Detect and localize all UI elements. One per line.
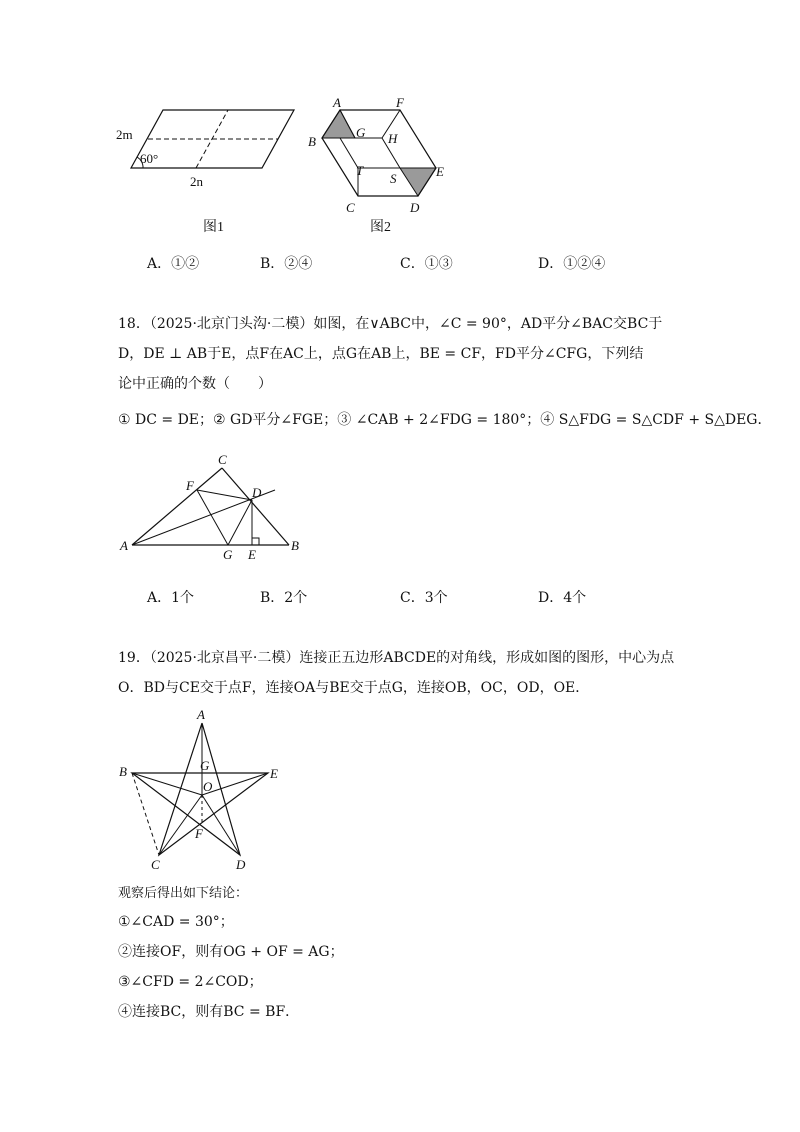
q18-option-a[interactable]: A．1个 bbox=[147, 590, 195, 606]
caption-fig1: 图1 bbox=[203, 220, 224, 235]
point-C: C bbox=[218, 452, 227, 467]
point-F: F bbox=[396, 95, 404, 110]
point-E: E bbox=[248, 547, 256, 562]
point-B: B bbox=[119, 764, 127, 779]
point-A: A bbox=[197, 707, 205, 722]
point-F: F bbox=[186, 478, 194, 493]
point-T: T bbox=[356, 163, 364, 178]
point-O: O bbox=[203, 779, 213, 794]
q17-option-b[interactable]: B．②④ bbox=[260, 256, 313, 272]
q19-conclusion-3: ③∠CFD = 2∠COD； bbox=[118, 974, 263, 990]
q18-line-2: D，DE ⊥ AB于E，点F在AC上，点G在AB上，BE = CF，FD平分∠CFG，下列结 bbox=[118, 346, 644, 362]
q18-line-1: 18．（2025·北京门头沟·二模）如图，在∨ABC中，∠C = 90°，AD平分∠BAC交BC于 bbox=[118, 316, 663, 332]
point-G: G bbox=[200, 758, 210, 773]
line-OC bbox=[159, 795, 202, 855]
label-60: 60° bbox=[140, 151, 159, 166]
point-C: C bbox=[151, 857, 160, 872]
dashed-BC bbox=[132, 773, 159, 855]
q18-option-c[interactable]: C．3个 bbox=[400, 590, 448, 606]
point-G: G bbox=[223, 547, 233, 562]
point-C: C bbox=[346, 200, 355, 215]
label-2m: 2m bbox=[116, 127, 133, 142]
point-F: F bbox=[195, 826, 203, 841]
point-A: A bbox=[120, 538, 128, 553]
q19-intro: 观察后得出如下结论： bbox=[118, 886, 249, 901]
point-S: S bbox=[390, 171, 397, 186]
point-D: D bbox=[236, 857, 246, 872]
point-B: B bbox=[291, 538, 299, 553]
q17-option-c[interactable]: C．①③ bbox=[400, 256, 453, 272]
point-B: B bbox=[308, 134, 316, 149]
q18-option-d[interactable]: D．4个 bbox=[538, 590, 587, 606]
q18-line-3: 论中正确的个数（ ） bbox=[118, 376, 272, 392]
q19-line-1: 19．（2025·北京昌平·二模）连接正五边形ABCDE的对角线，形成如图的图形，中心为点 bbox=[118, 650, 675, 666]
q19-conclusion-1: ①∠CAD = 30°； bbox=[118, 914, 234, 930]
label-2n: 2n bbox=[190, 174, 203, 189]
q17-option-a[interactable]: A．①② bbox=[147, 256, 200, 272]
line-OB bbox=[132, 773, 202, 795]
q18-line-4: ① DC = DE；② GD平分∠FGE；③ ∠CAB + 2∠FDG = 180°；④ S△FDG = S△CDF + S△DEG． bbox=[118, 412, 772, 428]
point-E: E bbox=[270, 766, 278, 781]
q17-option-d[interactable]: D．①②④ bbox=[538, 256, 606, 272]
q19-conclusion-4: ④连接BC，则有BC = BF． bbox=[118, 1004, 300, 1020]
point-D: D bbox=[252, 485, 262, 500]
q19-line-2: O．BD与CE交于点F，连接OA与BE交于点G，连接OB，OC，OD，OE． bbox=[118, 680, 590, 696]
point-D: D bbox=[410, 200, 420, 215]
point-E: E bbox=[436, 164, 444, 179]
point-G: G bbox=[356, 125, 366, 140]
q19-conclusion-2: ②连接OF，则有OG + OF = AG； bbox=[118, 944, 344, 960]
q18-option-b[interactable]: B．2个 bbox=[260, 590, 308, 606]
point-A: A bbox=[333, 95, 341, 110]
line-OD bbox=[202, 795, 240, 855]
caption-fig2: 图2 bbox=[370, 220, 391, 235]
point-H: H bbox=[388, 131, 398, 146]
